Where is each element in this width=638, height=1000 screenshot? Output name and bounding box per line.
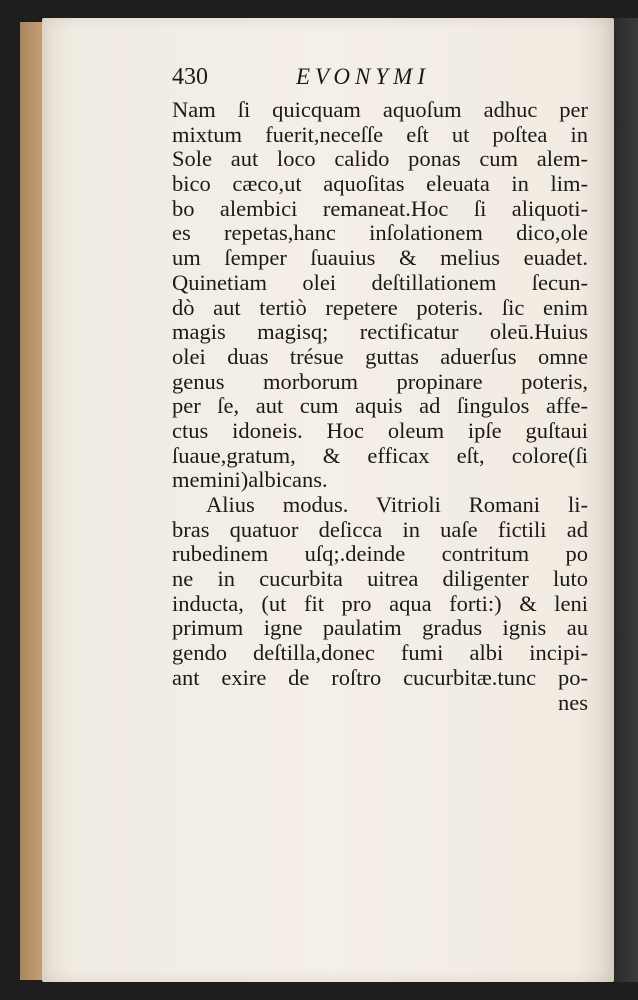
text-line: inducta, (ut fit pro aqua forti:) & leni (172, 590, 588, 616)
text-line: um ſemper ſuauius & melius euadet. (172, 245, 588, 271)
text-line: ctus idoneis. Hoc oleum ipſe guſtaui (172, 417, 588, 443)
text-line: mixtum fuerit,neceſſe eſt ut poſtea in (172, 121, 588, 147)
text-line: genus morborum propinare poteris, (172, 368, 588, 394)
text-line: Quinetiam olei deſtillationem ſecun- (172, 269, 588, 295)
text-line: bo alembici remaneat.Hoc ſi aliquoti- (172, 195, 588, 221)
text-line: gendo deſtilla,donec fumi albi incipi- (172, 640, 588, 666)
text-line: Alius modus. Vitrioli Romani li- (206, 492, 588, 517)
text-line: bras quatuor deſicca in uaſe fictili ad (172, 516, 588, 542)
running-title: EVONYMI (296, 64, 430, 89)
text-line: magis magisq; rectificatur oleū.Huius (172, 319, 588, 345)
text-line: Sole aut loco calido ponas cum alem- (172, 146, 588, 172)
text-line: per ſe, aut cum aquis ad ſingulos affe- (172, 393, 588, 419)
binding-edge-right (614, 18, 638, 982)
text-line: memini)albicans. (172, 467, 328, 493)
catchword: nes (558, 689, 588, 715)
text-line: ant exire de roſtro cucurbitæ.tunc po- (172, 664, 588, 690)
page-header (172, 64, 492, 98)
text-line: dò aut tertiò repetere poteris. ſic enim (172, 294, 588, 320)
text-line: ſuaue,gratum, & efficax eſt, colore(ſi (172, 442, 588, 468)
page-number: 430 (172, 64, 208, 90)
body-text (172, 98, 588, 715)
text-line: rubedinem uſq;.deinde contritum po (172, 541, 588, 567)
text-line: Nam ſi quicquam aquoſum adhuc per (172, 97, 588, 122)
text-line: primum igne paulatim gradus ignis au (172, 615, 588, 641)
text-line: ne in cucurbita uitrea diligenter luto (172, 566, 588, 592)
text-line: olei duas trésue guttas aduerſus omne (172, 343, 588, 369)
text-line: es repetas,hanc inſolationem dico,ole (172, 220, 588, 246)
text-line: bico cæco,ut aquoſitas eleuata in lim- (172, 171, 588, 197)
